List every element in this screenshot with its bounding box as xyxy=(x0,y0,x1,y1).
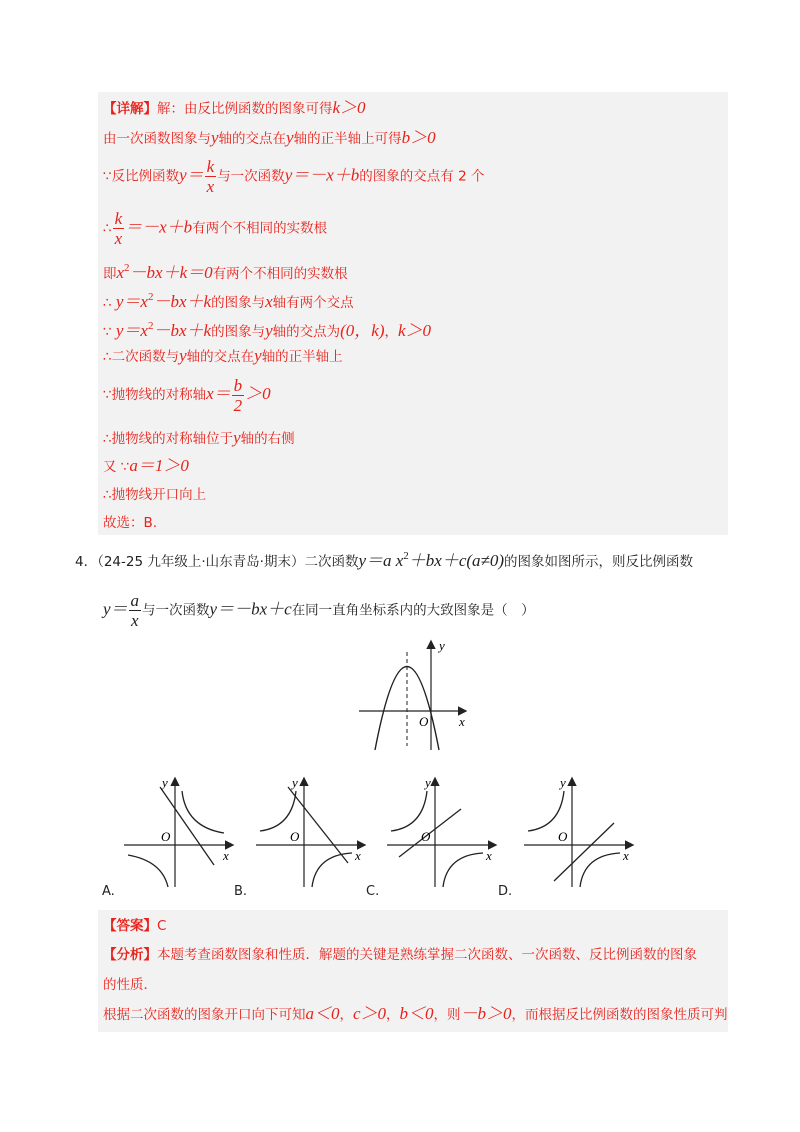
fraction: $\frac{k}{x}$ xyxy=(114,209,123,248)
origin-label: O xyxy=(161,829,171,844)
hyperbola-branch-2 xyxy=(128,855,168,887)
hyperbola-branch-1 xyxy=(391,791,427,831)
question-number: 4． xyxy=(75,554,98,570)
answer-line xyxy=(103,916,166,936)
analysis-line-1: 【分析】本题考查函数图象和性质．解题的关键是熟练掌握二次函数、一次函数、反比例函数的图象 xyxy=(103,947,697,963)
solution-line-5: 即$x^2-bx+k=0$有两个不相同的实数根 xyxy=(103,262,348,282)
hyperbola-branch-1 xyxy=(528,791,564,831)
option-d-figure xyxy=(520,775,635,890)
line-graph xyxy=(288,787,348,863)
analysis-line-3: 根据二次函数的图象开口向下可知a＜0，c＞0，b＜0，则－b＞0，而根据反比例函数的图象性质可判 xyxy=(103,1004,728,1023)
y-axis-label: y xyxy=(292,775,298,790)
answer-value: C xyxy=(157,918,167,934)
question-line-1: 4．（24-25 九年级上·山东青岛·期末）二次函数y＝a $x^2+bx+c(a\ne 0)$的图象如图所示，则反比例函数 xyxy=(75,550,694,570)
line-graph xyxy=(160,787,214,865)
option-c-label[interactable]: C. xyxy=(366,884,380,899)
detail-tag: 【详解】 xyxy=(103,101,157,117)
option-b-label[interactable]: B. xyxy=(234,884,248,899)
y-axis-label: y xyxy=(162,775,168,790)
option-a-label[interactable]: A. xyxy=(102,884,115,899)
hyperbola-branch-2 xyxy=(580,853,620,887)
solution-line-11: 又 ∵a＝1＞0 xyxy=(103,456,189,475)
origin-label: O xyxy=(421,829,431,844)
x-axis-label: x xyxy=(459,714,465,729)
x-axis-label: x xyxy=(355,848,361,863)
y-axis-label: y xyxy=(439,638,445,653)
origin-label: O xyxy=(419,714,429,729)
hyperbola-branch-1 xyxy=(260,791,296,831)
question-source: （24-25 九年级上·山东青岛·期末） xyxy=(97,554,305,570)
x-axis-label: x xyxy=(623,848,629,863)
y-axis-label: y xyxy=(425,775,431,790)
parabola-figure xyxy=(355,638,475,753)
analysis-label: 【分析】 xyxy=(103,947,157,963)
origin-label: O xyxy=(558,829,568,844)
solution-line-9: ∵抛物线的对称轴x＝ $\frac{b}{2}$ ＞0 xyxy=(103,375,271,415)
question-line-2: y＝ $\frac{a}{x}$ 与一次函数y＝－bx＋c在同一直角坐标系内的大致图象是（ ） xyxy=(103,591,535,630)
fraction: $\frac{a}{x}$ xyxy=(130,591,140,630)
solution-line-1: 【详解】解：由反比例函数的图象可得k＞0 xyxy=(103,98,366,117)
origin-label: O xyxy=(290,829,300,844)
solution-line-4: ∴ $\frac{k}{x}$ ＝－x＋b有两个不相同的实数根 xyxy=(103,209,328,248)
option-d-label[interactable]: D. xyxy=(498,884,513,899)
solution-line-12: ∴抛物线开口向上 xyxy=(103,487,207,503)
hyperbola-branch-2 xyxy=(312,853,352,887)
x-axis-label: x xyxy=(223,848,229,863)
solution-line-6: ∴ $y=x^2-bx+k$的图象与x轴有两个交点 xyxy=(103,291,354,311)
option-c-figure xyxy=(383,775,498,890)
hyperbola-branch-1 xyxy=(182,791,224,833)
solution-line-13: 故选：B. xyxy=(103,515,158,531)
fraction: $\frac{b}{2}$ xyxy=(233,375,243,415)
option-a-figure xyxy=(120,775,235,890)
option-b-figure xyxy=(252,775,367,890)
fraction: $\frac{k}{x}$ xyxy=(206,157,215,196)
analysis-line-2: 的性质． xyxy=(103,977,157,993)
solution-line-10: ∴抛物线的对称轴位于y轴的右侧 xyxy=(103,428,295,447)
solution-line-3: ∵反比例函数y＝ $\frac{k}{x}$ 与一次函数y＝－x＋b的图象的交点有 2 个 xyxy=(103,157,485,196)
answer-label: 【答案】 xyxy=(103,918,157,934)
solution-line-8: ∴二次函数与y轴的交点在y轴的正半轴上 xyxy=(103,346,343,365)
hyperbola-branch-2 xyxy=(443,853,483,887)
x-axis-label: x xyxy=(486,848,492,863)
solution-line-2: 由一次函数图象与y轴的交点在y轴的正半轴上可得b＞0 xyxy=(103,128,436,147)
solution-line-7: ∵ $y=x^2-bx+k$的图象与y轴的交点为(0，k)，k＞0 xyxy=(103,320,432,340)
y-axis-label: y xyxy=(560,775,566,790)
